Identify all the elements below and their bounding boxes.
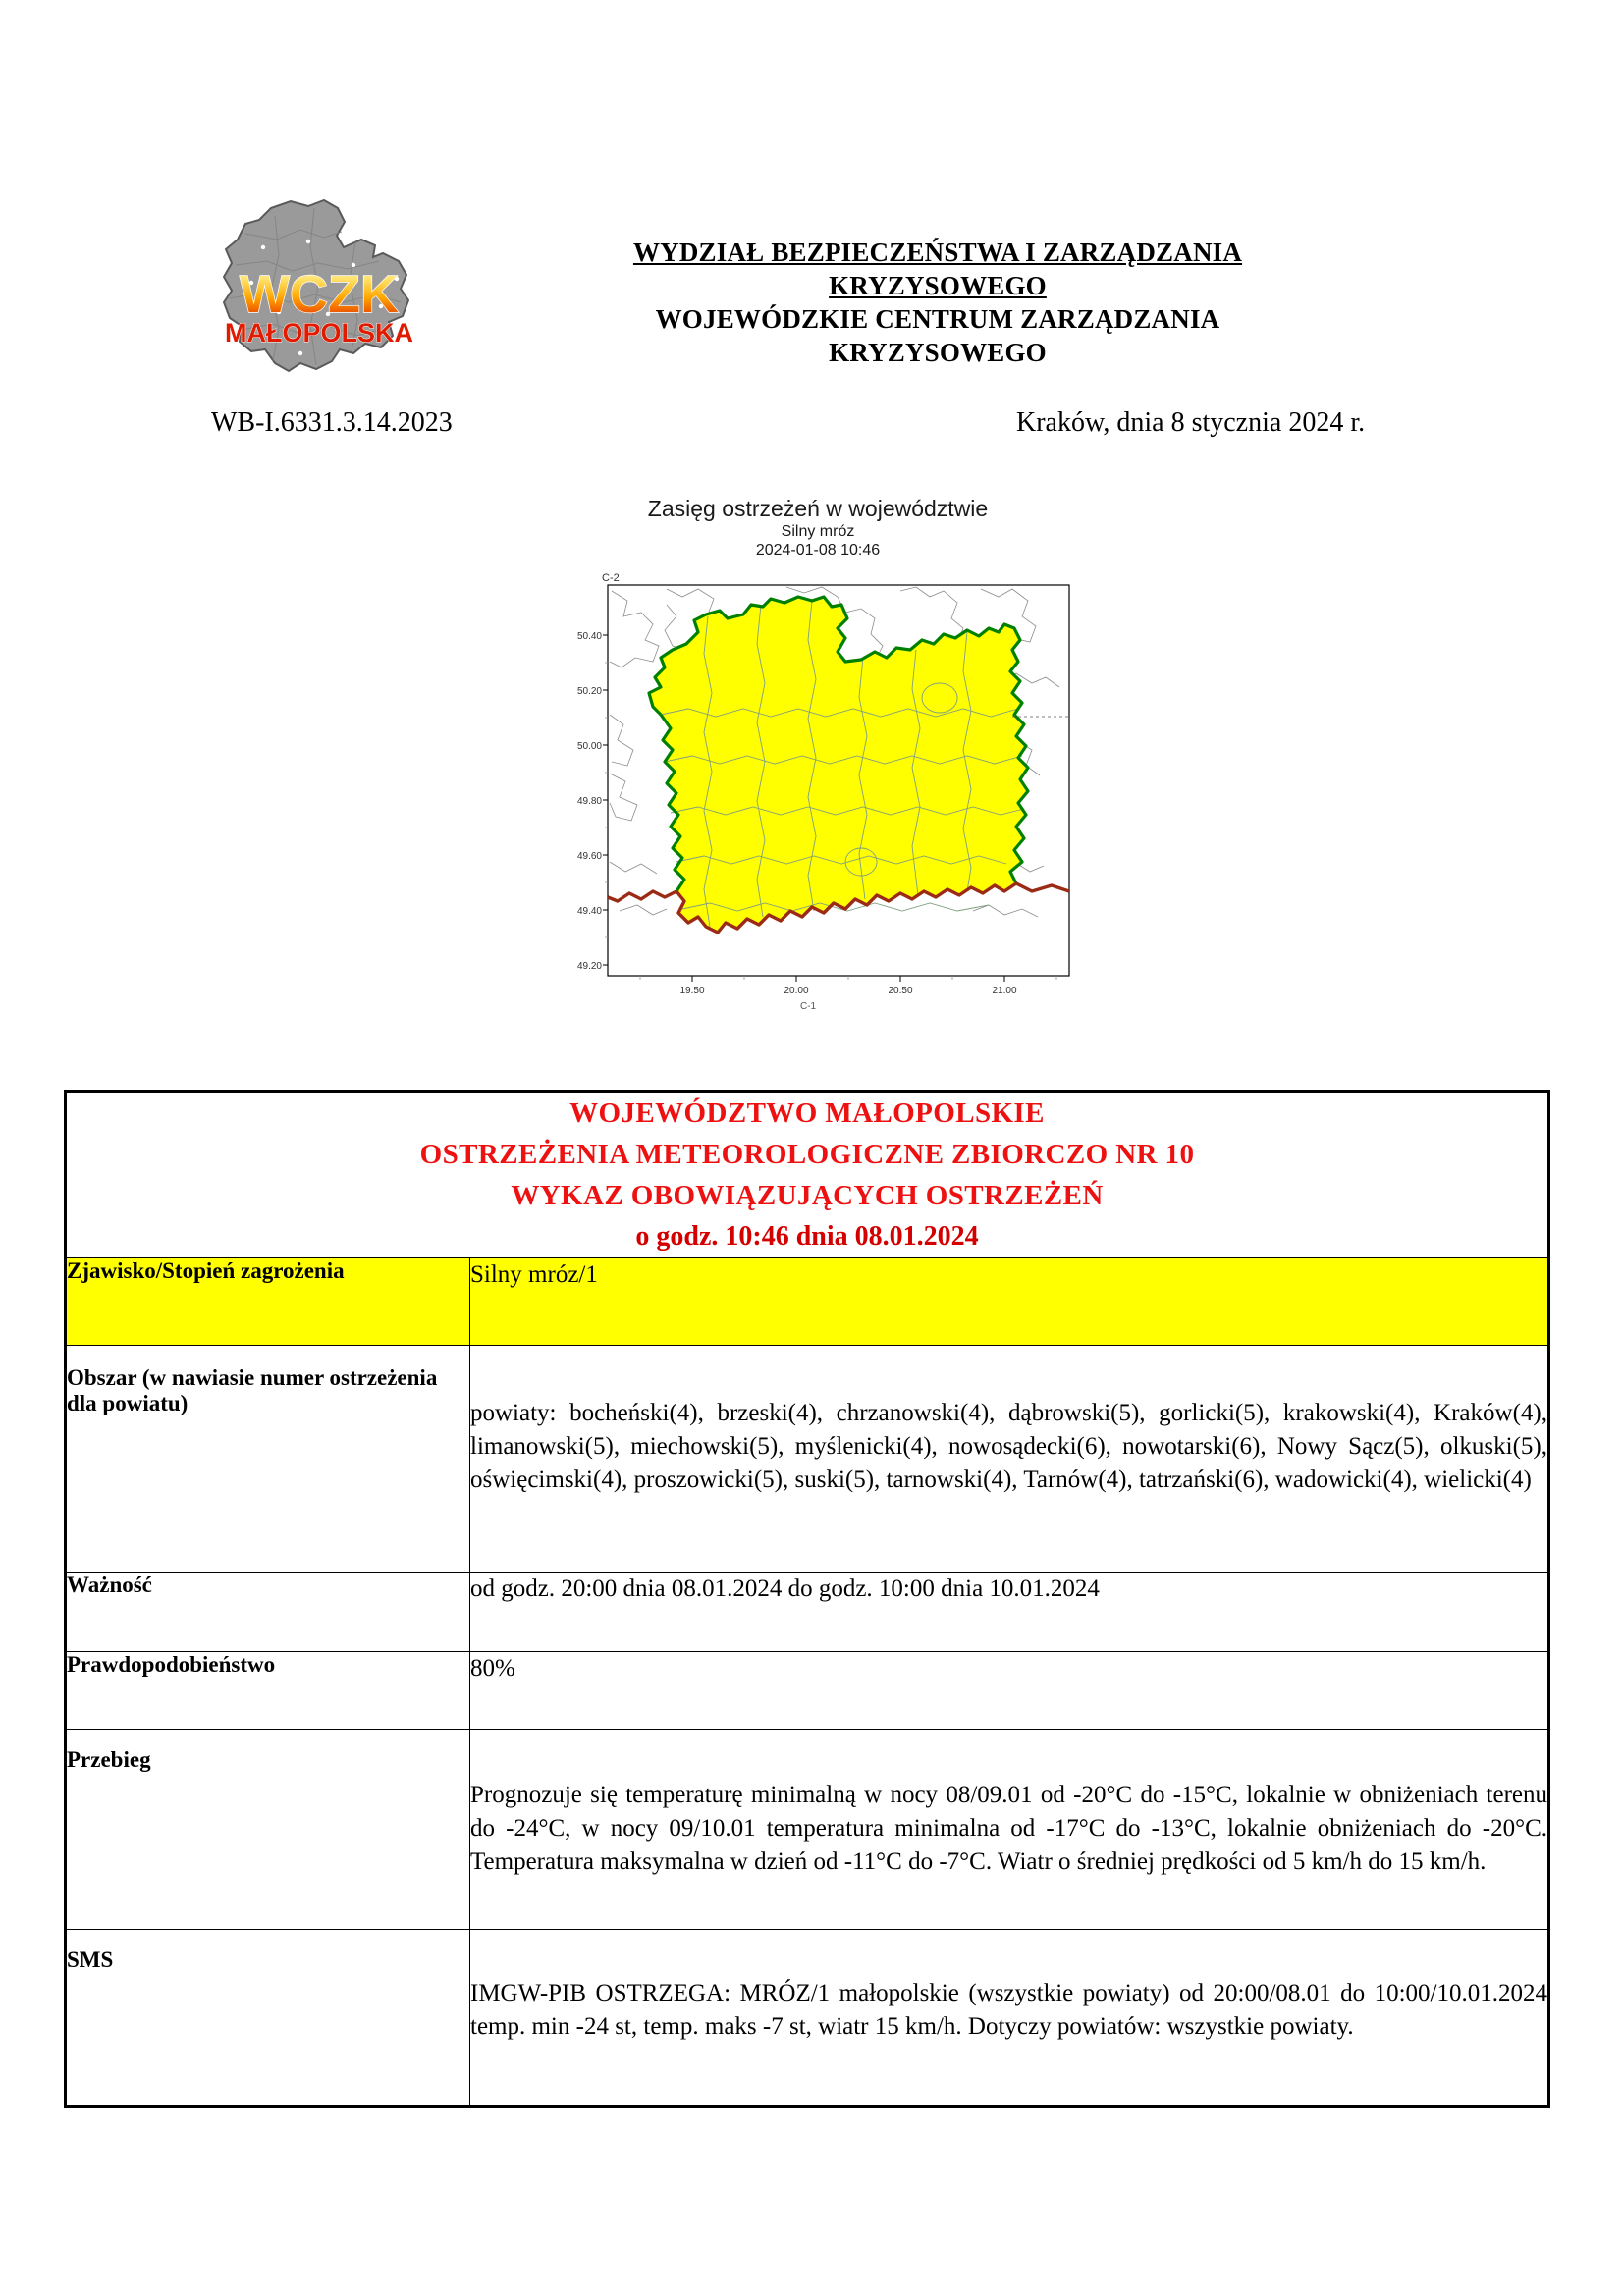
- map-corner-label-top: C-2: [601, 572, 620, 584]
- map-x-axis: [640, 976, 1056, 1012]
- table-row: [66, 1652, 1549, 1730]
- map-subtitle: Silny mróz: [781, 523, 855, 540]
- place-and-date: Kraków, dnia 8 stycznia 2024 r.: [1016, 407, 1366, 438]
- y-tick-label: 49.80: [576, 796, 602, 807]
- row-value-probability: 80%: [470, 1652, 1549, 1730]
- wczk-logo-graphic: [206, 196, 432, 388]
- row-label-phenomenon: Zjawisko/Stopień zagrożenia: [66, 1258, 470, 1346]
- logo-subtitle: MAŁOPOLSKA: [225, 318, 413, 347]
- row-value-area: powiaty: bocheński(4), brzeski(4), chrzanowski(4), dąbrowski(5), gorlicki(5), krakowski(4), Kraków(4), limanowski(5), miechowski(5), myślenicki(4), nowosądecki(6), nowotarski(6), Nowy Sącz(5), olkuski(5), oświęcimski(4), proszowicki(5), suski(5), tarnowski(4), Tarnów(4), tatrzański(6), wadowicki(4), wielicki(4): [470, 1346, 1549, 1573]
- row-label-probability: Prawdopodobieństwo: [66, 1652, 470, 1730]
- y-tick-label: 49.20: [576, 961, 602, 972]
- org-line-3: WOJEWÓDZKIE CENTRUM ZARZĄDZANIA: [655, 304, 1220, 334]
- map-svg: [551, 567, 1086, 1029]
- map-title: Zasięg ostrzeżeń w województwie: [647, 496, 989, 521]
- row-label-course: Przebieg: [66, 1730, 470, 1930]
- x-tick-label: 19.50: [678, 986, 705, 996]
- table-row: [66, 1573, 1549, 1652]
- reference-line: [0, 407, 1623, 447]
- row-value-phenomenon: Silny mróz/1: [470, 1258, 1549, 1346]
- x-tick-label: 20.00: [783, 986, 809, 996]
- row-label-area: Obszar (w nawiasie numer ostrzeżenia dla powiatu): [66, 1346, 470, 1573]
- table-row: [66, 1346, 1549, 1573]
- y-tick-label: 50.00: [576, 741, 602, 752]
- row-label-validity: Ważność: [66, 1573, 470, 1652]
- map-timestamp: 2024-01-08 10:46: [755, 542, 881, 559]
- document-header: [0, 191, 1623, 388]
- table-title-line-3: WYKAZ OBOWIĄZUJĄCYCH OSTRZEŻEŃ: [511, 1180, 1104, 1211]
- table-title-cell: [66, 1092, 1549, 1258]
- table-row: [66, 1930, 1549, 2107]
- org-line-1: WYDZIAŁ BEZPIECZEŃSTWA I ZARZĄDZANIA: [632, 238, 1243, 267]
- y-tick-label: 50.40: [576, 631, 602, 642]
- map-corner-label-bottom: C-1: [799, 1001, 816, 1012]
- table-row: [66, 1258, 1549, 1346]
- warning-table: [64, 1090, 1550, 2108]
- x-tick-label: 21.00: [991, 986, 1017, 996]
- map-y-axis: [576, 631, 607, 972]
- map-canvas: [551, 567, 1086, 1029]
- y-tick-label: 50.20: [576, 686, 602, 697]
- table-title-line-1: WOJEWÓDZTWO MAŁOPOLSKIE: [569, 1097, 1045, 1129]
- org-line-2: KRYZYSOWEGO: [829, 271, 1047, 300]
- row-value-sms: IMGW-PIB OSTRZEGA: MRÓZ/1 małopolskie (wszystkie powiaty) od 20:00/08.01 do 10:00/10.01.2024 temp. min -24 st, temp. maks -7 st, wiatr 15 km/h. Dotyczy powiatów: wszystkie powiaty.: [470, 1930, 1549, 2107]
- row-value-validity: od godz. 20:00 dnia 08.01.2024 do godz. 10:00 dnia 10.01.2024: [470, 1573, 1549, 1652]
- table-title-line-4: o godz. 10:46 dnia 08.01.2024: [635, 1221, 979, 1252]
- wczk-logo: [206, 196, 432, 388]
- row-label-sms: SMS: [66, 1930, 470, 2107]
- org-line-4: KRYZYSOWEGO: [829, 338, 1047, 367]
- table-title-line-2: OSTRZEŻENIA METEOROLOGICZNE ZBIORCZO NR 10: [419, 1139, 1195, 1170]
- warning-coverage-map: [543, 496, 1093, 1085]
- reference-number: WB-I.6331.3.14.2023: [211, 407, 453, 438]
- y-tick-label: 49.60: [576, 851, 602, 862]
- logo-wordmark: WCZK: [240, 265, 399, 324]
- x-tick-label: 20.50: [887, 986, 913, 996]
- y-tick-label: 49.40: [576, 906, 602, 917]
- row-value-course: Prognozuje się temperaturę minimalną w nocy 08/09.01 od -20°C do -15°C, lokalnie w obniżeniach terenu do -24°C, w nocy 09/10.01 temperatura minimalna od -17°C do -13°C, lokalnie obniżeniach do -20°C. Temperatura maksymalna w dzień od -11°C do -7°C. Wiatr o średniej prędkości od 5 km/h do 15 km/h.: [470, 1730, 1549, 1930]
- organization-title: [530, 236, 1345, 369]
- table-row: [66, 1730, 1549, 1930]
- table-title-row: [66, 1092, 1549, 1258]
